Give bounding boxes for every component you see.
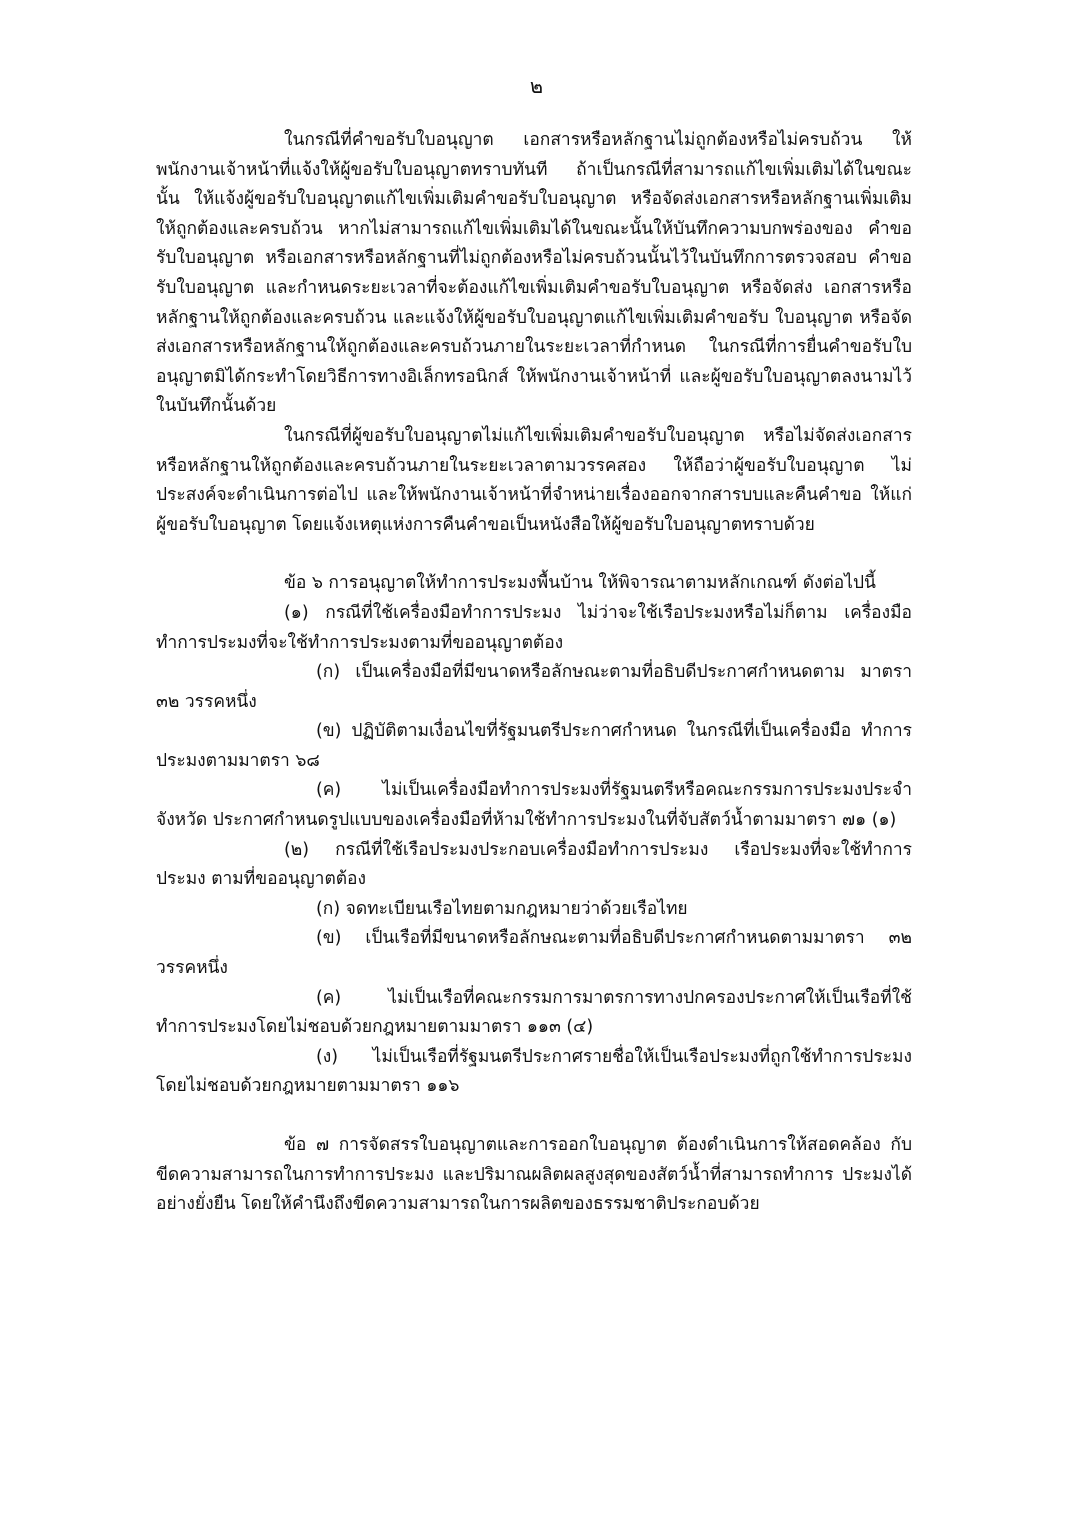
clause-6-item-1: (๑) กรณีที่ใช้เครื่องมือทำการประมง ไม่ว่าจะใช้เรือประมงหรือไม่ก็ตาม เครื่องมือ ทำการประมงที่จะใช้ทำการประมงตามที่ขออนุญาตต้อง (156, 602, 918, 653)
clause-6-item-2-a: (ก) จดทะเบียนเรือไทยตามกฎหมายว่าด้วยเรือไทย (316, 898, 688, 919)
section-spacer (156, 540, 912, 569)
clause-6-item-1-a: (ก) เป็นเครื่องมือที่มีขนาดหรือลักษณะตามที่อธิบดีประกาศกำหนดตาม มาตรา ๓๒ วรรคหนึ่ง (156, 662, 918, 712)
clause-6-item-1-c: (ค) ไม่เป็นเครื่องมือทำการประมงที่รัฐมนตรีหรือคณะกรรมการประมงประจำจังหวัด ประกาศกำหนดรูปแบบของเครื่องมือที่ห้ามใช้ทำการประมงในที่จับสัตว์น้ำตามมาตรา ๗๑ (๑) (156, 780, 912, 831)
page-number: ๒ (529, 74, 544, 98)
clause-6-item-2: (๒) กรณีที่ใช้เรือประมงประกอบเครื่องมือทำการประมง เรือประมงที่จะใช้ทำการประมง ตามที่ขออนุญาตต้อง (156, 839, 912, 890)
document-body (156, 126, 918, 1220)
clause-6-item-2-b: (ข) เป็นเรือที่มีขนาดหรือลักษณะตามที่อธิบดีประกาศกำหนดตามมาตรา ๓๒ วรรคหนึ่ง (156, 928, 918, 979)
section-spacer (156, 1102, 912, 1131)
clause-7: ข้อ ๗ การจัดสรรใบอนุญาตและการออกใบอนุญาต ต้องดำเนินการให้สอดคล้อง กับขีดความสามารถในการทำการประมง และปริมาณผลิตผลสูงสุดของสัตว์น้ำที่สามารถทำการ ประมงได้อย่างยั่งยืน โดยให้คำนึงถึงขีดความสามารถในการผลิตของธรรมชาติประกอบด้วย (156, 1135, 912, 1215)
clause-6-heading: ข้อ ๖ การอนุญาตให้ทำการประมงพื้นบ้าน ให้พิจารณาตามหลักเกณฑ์ ดังต่อไปนี้ (284, 573, 876, 594)
clause-6-item-2-d: (ง) ไม่เป็นเรือที่รัฐมนตรีประกาศรายชื่อให้เป็นเรือประมงที่ถูกใช้ทำการประมง โดยไม่ชอบด้วยกฎหมายตามมาตรา ๑๑๖ (156, 1046, 918, 1097)
clause-6-item-2-c: (ค) ไม่เป็นเรือที่คณะกรรมการมาตรการทางปกครองประกาศให้เป็นเรือที่ใช้ ทำการประมงโดยไม่ชอบด้วยกฎหมายตามมาตรา ๑๑๓ (๔) (156, 987, 918, 1038)
paragraph-incomplete-application: ในกรณีที่คำขอรับใบอนุญาต เอกสารหรือหลักฐานไม่ถูกต้องหรือไม่ครบถ้วน ให้พนักงานเจ้าหน้าที่แจ้งให้ผู้ขอรับใบอนุญาตทราบทันที ถ้าเป็นกรณีที่สามารถแก้ไขเพิ่มเติมได้ในขณะนั้น ให้แจ้งผู้ขอรับใบอนุญาตแก้ไขเพิ่มเติมคำขอรับใบอนุญาต หรือจัดส่งเอกสารหรือหลักฐานเพิ่มเติม ให้ถูกต้องและครบถ้วน หากไม่สามารถแก้ไขเพิ่มเติมได้ในขณะนั้นให้บันทึกความบกพร่องของ คำขอรับใบอนุญาต หรือเอกสารหรือหลักฐานที่ไม่ถูกต้องหรือไม่ครบถ้วนนั้นไว้ในบันทึกการตรวจสอบ คำขอรับใบอนุญาต และกำหนดระยะเวลาที่จะต้องแก้ไขเพิ่มเติมคำขอรับใบอนุญาต หรือจัดส่ง เอกสารหรือหลักฐานให้ถูกต้องและครบถ้วน และแจ้งให้ผู้ขอรับใบอนุญาตแก้ไขเพิ่มเติมคำขอรับ ใบอนุญาต หรือจัดส่งเอกสารหรือหลักฐานให้ถูกต้องและครบถ้วนภายในระยะเวลาที่กำหนด ในกรณีที่การยื่นคำขอรับใบอนุญาตมิได้กระทำโดยวิธีการทางอิเล็กทรอนิกส์ ให้พนักงานเจ้าหน้าที่ และผู้ขอรับใบอนุญาตลงนามไว้ในบันทึกนั้นด้วย (156, 130, 918, 417)
clause-6-item-1-b: (ข) ปฏิบัติตามเงื่อนไขที่รัฐมนตรีประกาศกำหนด ในกรณีที่เป็นเครื่องมือ ทำการประมงตามมาตรา ๖๘ (156, 721, 912, 771)
paragraph-no-correction: ในกรณีที่ผู้ขอรับใบอนุญาตไม่แก้ไขเพิ่มเติมคำขอรับใบอนุญาต หรือไม่จัดส่งเอกสาร หรือหลักฐานให้ถูกต้องและครบถ้วนภายในระยะเวลาตามวรรคสอง ให้ถือว่าผู้ขอรับใบอนุญาต ไม่ประสงค์จะดำเนินการต่อไป และให้พนักงานเจ้าหน้าที่จำหน่ายเรื่องออกจากสารบบและคืนคำขอ ให้แก่ผู้ขอรับใบอนุญาต โดยแจ้งเหตุแห่งการคืนคำขอเป็นหนังสือให้ผู้ขอรับใบอนุญาตทราบด้วย (156, 425, 918, 535)
